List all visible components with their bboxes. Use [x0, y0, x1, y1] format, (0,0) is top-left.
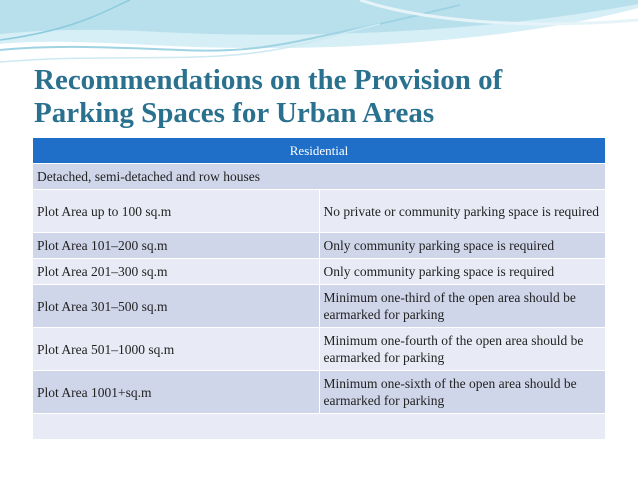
plot-area-cell: Plot Area 201–300 sq.m — [33, 259, 320, 285]
plot-area-cell: Plot Area up to 100 sq.m — [33, 190, 320, 233]
requirement-cell: Minimum one-fourth of the open area should be earmarked for parking — [319, 328, 606, 371]
plot-area-cell: Plot Area 301–500 sq.m — [33, 285, 320, 328]
plot-area-cell: Plot Area 501–1000 sq.m — [33, 328, 320, 371]
empty-cell — [33, 414, 606, 440]
requirement-cell: Only community parking space is required — [319, 259, 606, 285]
requirement-cell: Minimum one-sixth of the open area should be earmarked for parking — [319, 371, 606, 414]
table-row-empty — [33, 414, 606, 440]
requirement-cell: Minimum one-third of the open area should be earmarked for parking — [319, 285, 606, 328]
table-section: Detached, semi-detached and row houses — [33, 164, 606, 190]
table-row — [33, 371, 606, 414]
requirement-cell: Only community parking space is required — [319, 233, 606, 259]
table-row — [33, 233, 606, 259]
table-row — [33, 328, 606, 371]
plot-area-cell: Plot Area 1001+sq.m — [33, 371, 320, 414]
requirement-cell: No private or community parking space is required — [319, 190, 606, 233]
slide-title — [34, 64, 502, 130]
slide-title-line2: Parking Spaces for Urban Areas — [34, 97, 435, 129]
parking-table — [32, 137, 606, 440]
table-row — [33, 190, 606, 233]
slide-title-line1: Recommendations on the Provision of — [34, 64, 503, 96]
table-row — [33, 259, 606, 285]
table-header: Residential — [33, 138, 606, 164]
plot-area-cell: Plot Area 101–200 sq.m — [33, 233, 320, 259]
table-row — [33, 285, 606, 328]
